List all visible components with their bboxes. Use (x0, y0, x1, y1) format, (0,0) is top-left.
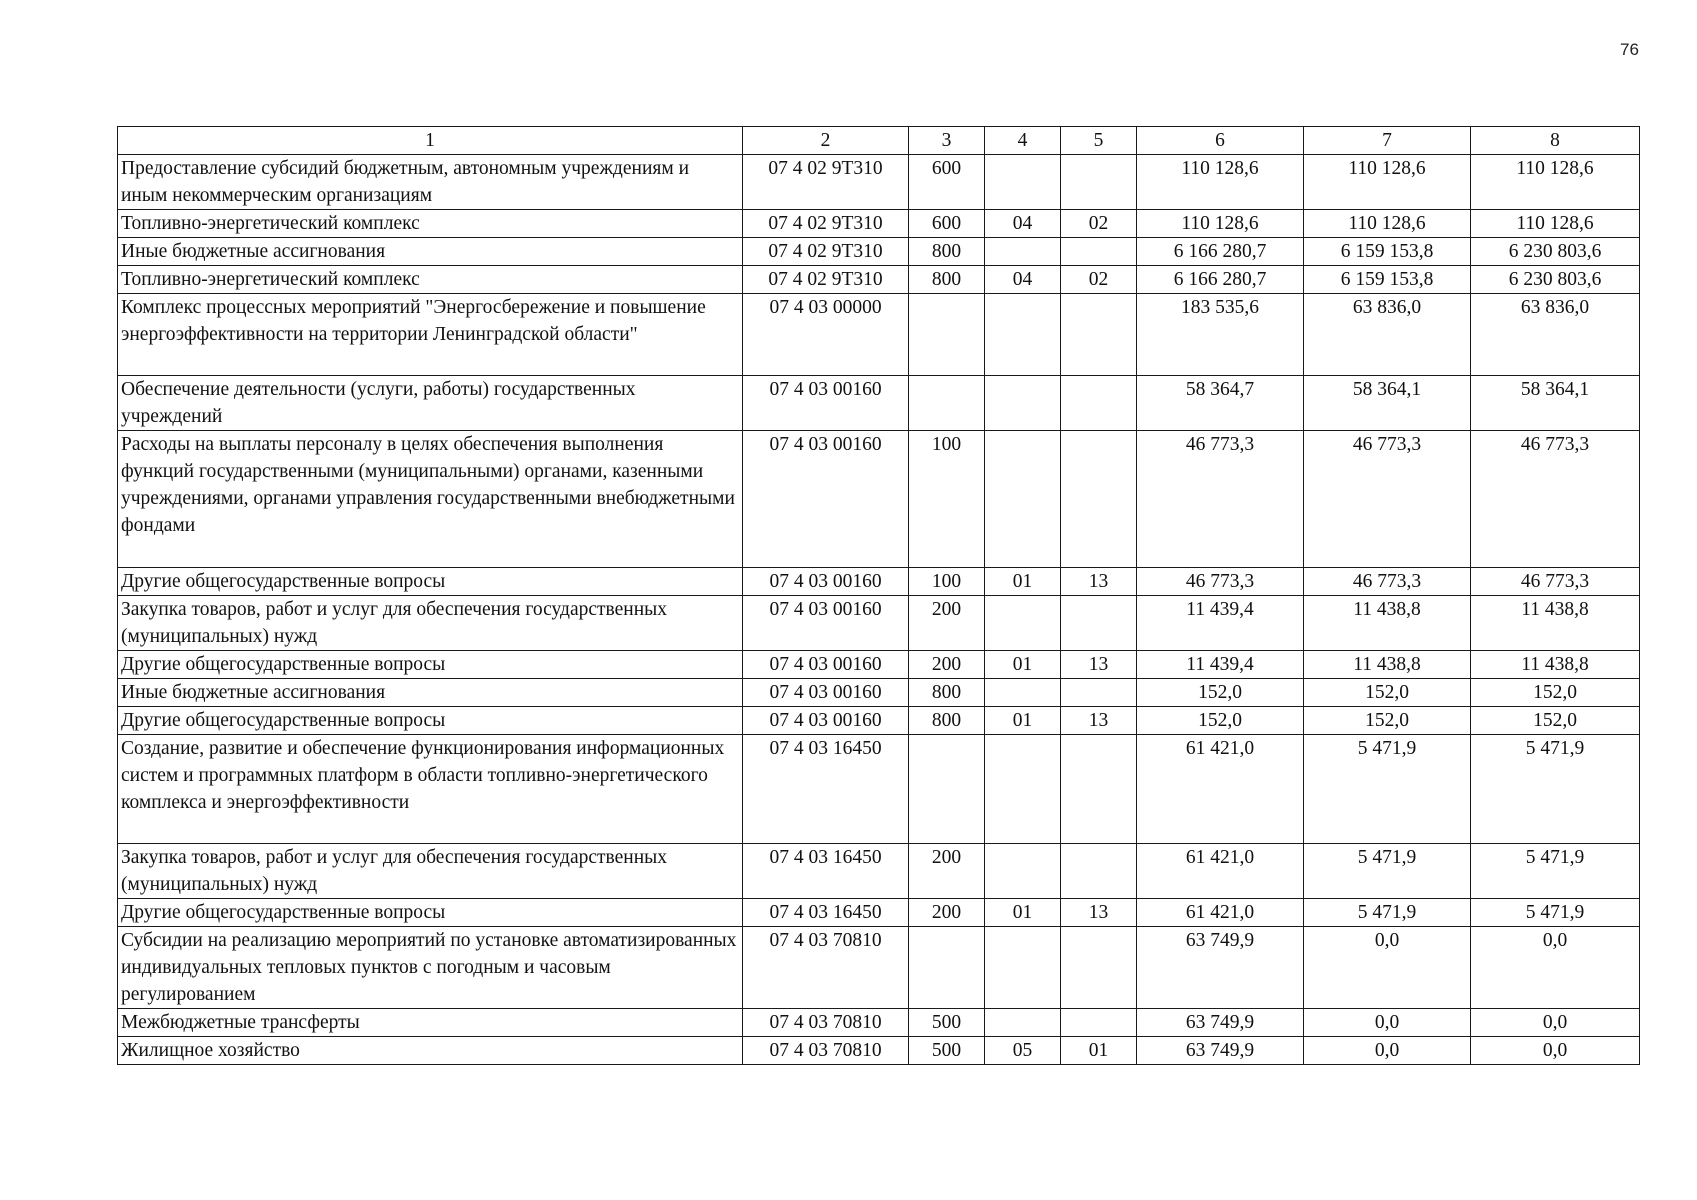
table-row (118, 1009, 1640, 1037)
table-row (118, 927, 1640, 1009)
row-name: Комплекс процессных мероприятий "Энергосбережение и повышение энергоэффективности на территории Ленинградской области" (118, 294, 743, 376)
row-amount-col8: 11 438,8 (1471, 596, 1640, 651)
row-amount-col7: 110 128,6 (1304, 210, 1471, 238)
row-section (985, 1009, 1061, 1037)
row-amount-col6: 46 773,3 (1137, 568, 1304, 596)
page-number: 76 (1620, 40, 1639, 59)
row-amount-col6: 110 128,6 (1137, 210, 1304, 238)
row-amount-col7: 46 773,3 (1304, 568, 1471, 596)
row-amount-col6: 61 421,0 (1137, 844, 1304, 899)
row-expense-type: 500 (909, 1037, 985, 1065)
row-amount-col7: 6 159 153,8 (1304, 266, 1471, 294)
row-subsection: 13 (1061, 651, 1137, 679)
row-name: Другие общегосударственные вопросы (118, 707, 743, 735)
row-amount-col6: 11 439,4 (1137, 651, 1304, 679)
row-subsection (1061, 1009, 1137, 1037)
row-amount-col6: 110 128,6 (1137, 155, 1304, 210)
row-expense-type: 200 (909, 651, 985, 679)
row-subsection: 02 (1061, 266, 1137, 294)
row-name: Межбюджетные трансферты (118, 1009, 743, 1037)
row-target-code: 07 4 02 9Т310 (743, 266, 909, 294)
row-name: Топливно-энергетический комплекс (118, 266, 743, 294)
row-expense-type: 500 (909, 1009, 985, 1037)
row-expense-type: 600 (909, 210, 985, 238)
row-amount-col7: 5 471,9 (1304, 899, 1471, 927)
row-amount-col8: 0,0 (1471, 927, 1640, 1009)
table-row (118, 651, 1640, 679)
row-amount-col8: 46 773,3 (1471, 568, 1640, 596)
row-name: Обеспечение деятельности (услуги, работы) государственных учреждений (118, 376, 743, 431)
row-amount-col7: 0,0 (1304, 1037, 1471, 1065)
header-col-4: 4 (985, 127, 1061, 155)
row-subsection (1061, 431, 1137, 568)
row-section: 05 (985, 1037, 1061, 1065)
row-amount-col7: 0,0 (1304, 1009, 1471, 1037)
row-section (985, 238, 1061, 266)
table-row (118, 844, 1640, 899)
row-target-code: 07 4 03 00160 (743, 376, 909, 431)
row-target-code: 07 4 03 16450 (743, 735, 909, 844)
row-amount-col6: 152,0 (1137, 707, 1304, 735)
row-amount-col6: 183 535,6 (1137, 294, 1304, 376)
row-amount-col7: 46 773,3 (1304, 431, 1471, 568)
row-amount-col7: 5 471,9 (1304, 735, 1471, 844)
row-target-code: 07 4 03 00160 (743, 568, 909, 596)
row-target-code: 07 4 03 16450 (743, 899, 909, 927)
row-amount-col7: 11 438,8 (1304, 651, 1471, 679)
row-amount-col7: 152,0 (1304, 679, 1471, 707)
row-target-code: 07 4 03 00160 (743, 707, 909, 735)
row-section: 04 (985, 266, 1061, 294)
table-row (118, 431, 1640, 568)
row-target-code: 07 4 03 00160 (743, 596, 909, 651)
row-subsection (1061, 735, 1137, 844)
row-amount-col8: 5 471,9 (1471, 735, 1640, 844)
header-col-6: 6 (1137, 127, 1304, 155)
row-expense-type: 100 (909, 568, 985, 596)
row-expense-type: 800 (909, 679, 985, 707)
row-amount-col7: 152,0 (1304, 707, 1471, 735)
row-target-code: 07 4 03 00160 (743, 651, 909, 679)
row-subsection: 13 (1061, 899, 1137, 927)
row-subsection (1061, 844, 1137, 899)
row-expense-type: 800 (909, 238, 985, 266)
row-subsection: 13 (1061, 568, 1137, 596)
row-amount-col8: 5 471,9 (1471, 899, 1640, 927)
row-name: Расходы на выплаты персоналу в целях обеспечения выполнения функций государственными (муниципальными) органами, казенными учреждениями, органами управления государственными внебюджетными фондами (118, 431, 743, 568)
table-header-row (118, 127, 1640, 155)
row-amount-col8: 110 128,6 (1471, 210, 1640, 238)
row-amount-col8: 5 471,9 (1471, 844, 1640, 899)
row-section (985, 735, 1061, 844)
row-name: Иные бюджетные ассигнования (118, 679, 743, 707)
row-name: Создание, развитие и обеспечение функционирования информационных систем и программных платформ в области топливно-энергетического комплекса и энергоэффективности (118, 735, 743, 844)
row-section (985, 844, 1061, 899)
row-amount-col7: 0,0 (1304, 927, 1471, 1009)
row-name: Топливно-энергетический комплекс (118, 210, 743, 238)
row-expense-type (909, 376, 985, 431)
header-col-3: 3 (909, 127, 985, 155)
row-subsection (1061, 596, 1137, 651)
row-section (985, 679, 1061, 707)
budget-table (117, 126, 1640, 1065)
row-amount-col6: 6 166 280,7 (1137, 266, 1304, 294)
table-row (118, 568, 1640, 596)
row-name: Субсидии на реализацию мероприятий по установке автоматизированных индивидуальных тепловых пунктов с погодным и часовым регулированием (118, 927, 743, 1009)
budget-table-container (117, 126, 1639, 1065)
table-row (118, 376, 1640, 431)
row-amount-col8: 6 230 803,6 (1471, 238, 1640, 266)
row-amount-col6: 6 166 280,7 (1137, 238, 1304, 266)
row-expense-type (909, 927, 985, 1009)
row-subsection (1061, 155, 1137, 210)
row-expense-type: 100 (909, 431, 985, 568)
row-subsection (1061, 376, 1137, 431)
row-subsection (1061, 679, 1137, 707)
header-col-5: 5 (1061, 127, 1137, 155)
row-name: Другие общегосударственные вопросы (118, 651, 743, 679)
table-row (118, 210, 1640, 238)
row-expense-type: 200 (909, 844, 985, 899)
row-amount-col7: 11 438,8 (1304, 596, 1471, 651)
row-name: Иные бюджетные ассигнования (118, 238, 743, 266)
table-row (118, 899, 1640, 927)
row-amount-col8: 63 836,0 (1471, 294, 1640, 376)
row-section (985, 431, 1061, 568)
row-amount-col8: 11 438,8 (1471, 651, 1640, 679)
table-row (118, 294, 1640, 376)
row-expense-type: 800 (909, 266, 985, 294)
row-amount-col8: 0,0 (1471, 1037, 1640, 1065)
row-section (985, 376, 1061, 431)
row-section (985, 596, 1061, 651)
row-expense-type: 200 (909, 899, 985, 927)
row-target-code: 07 4 03 00160 (743, 431, 909, 568)
header-col-7: 7 (1304, 127, 1471, 155)
row-amount-col8: 152,0 (1471, 679, 1640, 707)
row-amount-col6: 63 749,9 (1137, 927, 1304, 1009)
row-section: 01 (985, 568, 1061, 596)
row-amount-col6: 63 749,9 (1137, 1037, 1304, 1065)
row-name: Предоставление субсидий бюджетным, автономным учреждениям и иным некоммерческим организациям (118, 155, 743, 210)
table-row (118, 155, 1640, 210)
row-expense-type: 200 (909, 596, 985, 651)
row-target-code: 07 4 03 00160 (743, 679, 909, 707)
row-amount-col8: 6 230 803,6 (1471, 266, 1640, 294)
row-target-code: 07 4 02 9Т310 (743, 210, 909, 238)
row-amount-col7: 58 364,1 (1304, 376, 1471, 431)
row-target-code: 07 4 03 70810 (743, 1009, 909, 1037)
row-name: Жилищное хозяйство (118, 1037, 743, 1065)
row-amount-col8: 110 128,6 (1471, 155, 1640, 210)
row-section (985, 155, 1061, 210)
header-col-2: 2 (743, 127, 909, 155)
row-section: 01 (985, 899, 1061, 927)
row-amount-col6: 63 749,9 (1137, 1009, 1304, 1037)
table-row (118, 1037, 1640, 1065)
row-amount-col6: 58 364,7 (1137, 376, 1304, 431)
header-col-1: 1 (118, 127, 743, 155)
table-row (118, 679, 1640, 707)
row-name: Закупка товаров, работ и услуг для обеспечения государственных (муниципальных) нужд (118, 596, 743, 651)
header-col-8: 8 (1471, 127, 1640, 155)
row-amount-col7: 110 128,6 (1304, 155, 1471, 210)
row-amount-col6: 46 773,3 (1137, 431, 1304, 568)
row-amount-col7: 6 159 153,8 (1304, 238, 1471, 266)
row-target-code: 07 4 03 70810 (743, 1037, 909, 1065)
row-subsection: 02 (1061, 210, 1137, 238)
table-row (118, 596, 1640, 651)
row-subsection: 01 (1061, 1037, 1137, 1065)
row-target-code: 07 4 02 9Т310 (743, 238, 909, 266)
row-section: 01 (985, 707, 1061, 735)
row-expense-type (909, 735, 985, 844)
row-target-code: 07 4 03 16450 (743, 844, 909, 899)
row-section: 01 (985, 651, 1061, 679)
row-name: Другие общегосударственные вопросы (118, 568, 743, 596)
row-amount-col8: 46 773,3 (1471, 431, 1640, 568)
row-target-code: 07 4 02 9Т310 (743, 155, 909, 210)
row-subsection (1061, 927, 1137, 1009)
row-amount-col8: 0,0 (1471, 1009, 1640, 1037)
row-amount-col6: 11 439,4 (1137, 596, 1304, 651)
row-amount-col7: 5 471,9 (1304, 844, 1471, 899)
row-expense-type: 800 (909, 707, 985, 735)
row-section (985, 927, 1061, 1009)
table-row (118, 238, 1640, 266)
row-expense-type (909, 294, 985, 376)
row-subsection (1061, 294, 1137, 376)
row-section (985, 294, 1061, 376)
row-name: Другие общегосударственные вопросы (118, 899, 743, 927)
row-section: 04 (985, 210, 1061, 238)
row-amount-col7: 63 836,0 (1304, 294, 1471, 376)
table-row (118, 735, 1640, 844)
row-subsection (1061, 238, 1137, 266)
row-target-code: 07 4 03 00000 (743, 294, 909, 376)
row-target-code: 07 4 03 70810 (743, 927, 909, 1009)
table-row (118, 707, 1640, 735)
row-amount-col6: 61 421,0 (1137, 899, 1304, 927)
row-amount-col8: 58 364,1 (1471, 376, 1640, 431)
row-name: Закупка товаров, работ и услуг для обеспечения государственных (муниципальных) нужд (118, 844, 743, 899)
row-amount-col6: 61 421,0 (1137, 735, 1304, 844)
row-subsection: 13 (1061, 707, 1137, 735)
row-expense-type: 600 (909, 155, 985, 210)
table-row (118, 266, 1640, 294)
row-amount-col8: 152,0 (1471, 707, 1640, 735)
row-amount-col6: 152,0 (1137, 679, 1304, 707)
